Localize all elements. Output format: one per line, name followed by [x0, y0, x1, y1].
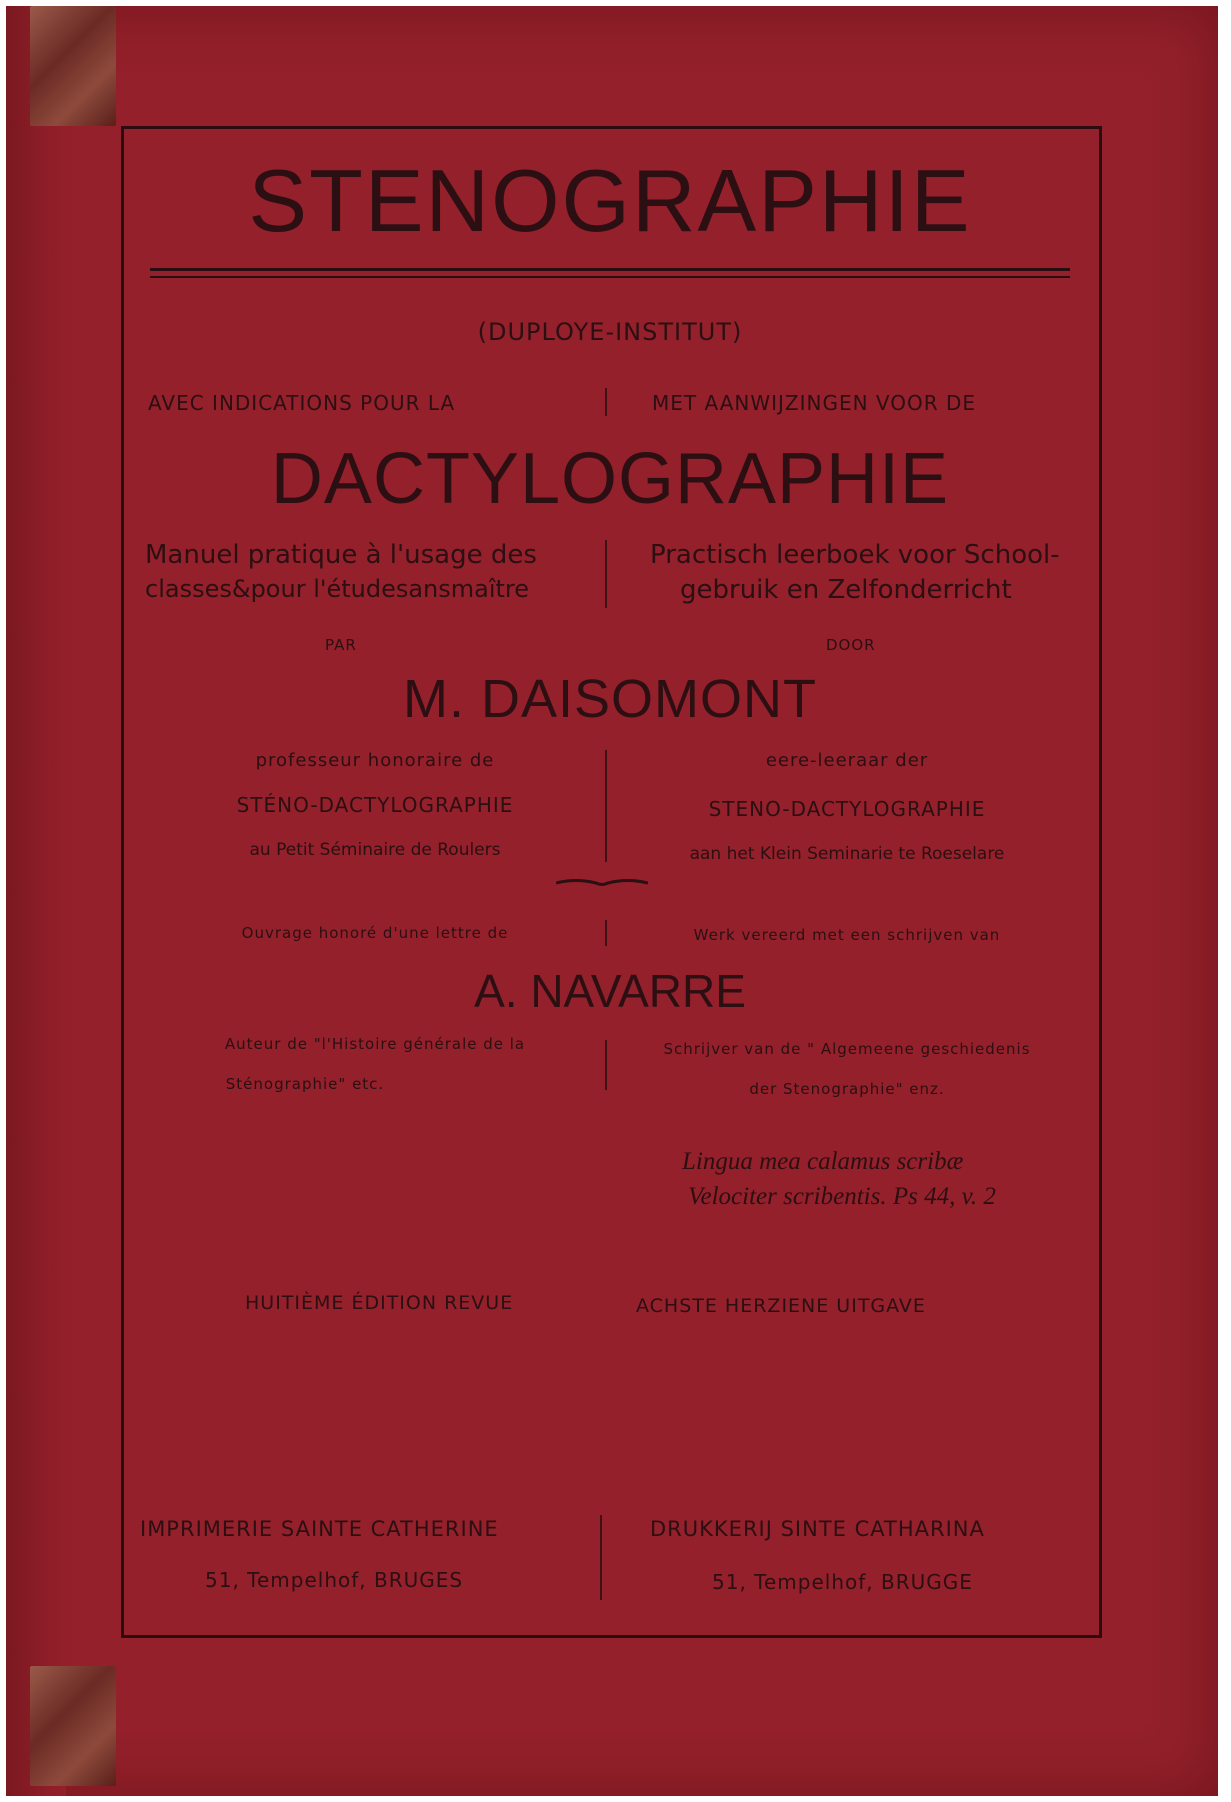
left-honoree-line-2: Sténographie" etc.	[225, 1075, 385, 1093]
right-intro: MET AANWIJZINGEN VOOR DE	[652, 391, 977, 415]
right-role-line-1: eere-leeraar der	[765, 750, 929, 771]
left-description-line-1: Manuel pratique à l'usage des	[145, 540, 537, 570]
latin-quote-line-1: Lingua mea calamus scribæ	[682, 1148, 964, 1175]
divider-printer	[600, 1515, 602, 1600]
left-intro: AVEC INDICATIONS POUR LA	[148, 391, 456, 415]
left-address: 51, Tempelhof, BRUGES	[205, 1568, 464, 1592]
divider-intro	[605, 388, 607, 416]
right-door: DOOR	[826, 636, 876, 654]
spine-tab-bottom	[30, 1666, 116, 1786]
latin-quote-line-2: Velociter scribentis. Ps 44, v. 2	[688, 1183, 996, 1210]
divider-honoree	[605, 1040, 607, 1090]
left-honor: Ouvrage honoré d'une lettre de	[241, 924, 509, 942]
right-honor: Werk vereerd met een schrijven van	[693, 926, 1001, 944]
left-role-line-3: au Petit Séminaire de Roulers	[249, 840, 501, 860]
ornament-divider	[556, 876, 648, 890]
right-edition: ACHSTE HERZIENE UITGAVE	[636, 1295, 926, 1317]
left-honoree-line-1: Auteur de "l'Histoire générale de la	[224, 1035, 526, 1053]
left-par: PAR	[325, 636, 357, 654]
right-role-line-3: aan het Klein Seminarie te Roeselare	[689, 844, 1005, 864]
divider-description	[605, 540, 607, 608]
divider-roles	[605, 750, 607, 862]
honoree-name: A. NAVARRE	[474, 965, 746, 1017]
title-rule-bottom	[150, 276, 1070, 278]
left-role-line-1: professeur honoraire de	[255, 750, 495, 771]
right-honoree-line-2: der Stenographie" enz.	[749, 1080, 945, 1098]
divider-honor	[605, 920, 607, 946]
title-rule-top	[150, 268, 1070, 271]
right-address: 51, Tempelhof, BRUGGE	[712, 1570, 973, 1594]
cover-title: STENOGRAPHIE	[248, 151, 972, 250]
author-name: M. DAISOMONT	[403, 669, 817, 729]
main-topic: DACTYLOGRAPHIE	[270, 439, 950, 519]
left-edition: HUITIÈME ÉDITION REVUE	[245, 1292, 514, 1314]
left-description-line-2: classes&pour l'étudesansmaître	[145, 575, 530, 603]
left-role-line-2: STÉNO-DACTYLOGRAPHIE	[236, 793, 514, 817]
right-description-line-2: gebruik en Zelfonderricht	[680, 575, 1012, 605]
right-honoree-line-1: Schrijver van de " Algemeene geschiedenis	[663, 1040, 1031, 1058]
book-spine	[6, 6, 66, 1796]
right-role-line-2: STENO-DACTYLOGRAPHIE	[708, 797, 986, 821]
left-printer: IMPRIMERIE SAINTE CATHERINE	[140, 1517, 499, 1541]
right-printer: DRUKKERIJ SINTE CATHARINA	[650, 1517, 985, 1541]
subtitle: (DUPLOYE-INSTITUT)	[477, 318, 743, 346]
spine-tab-top	[30, 6, 116, 126]
right-description-line-1: Practisch leerboek voor School-	[650, 540, 1060, 570]
